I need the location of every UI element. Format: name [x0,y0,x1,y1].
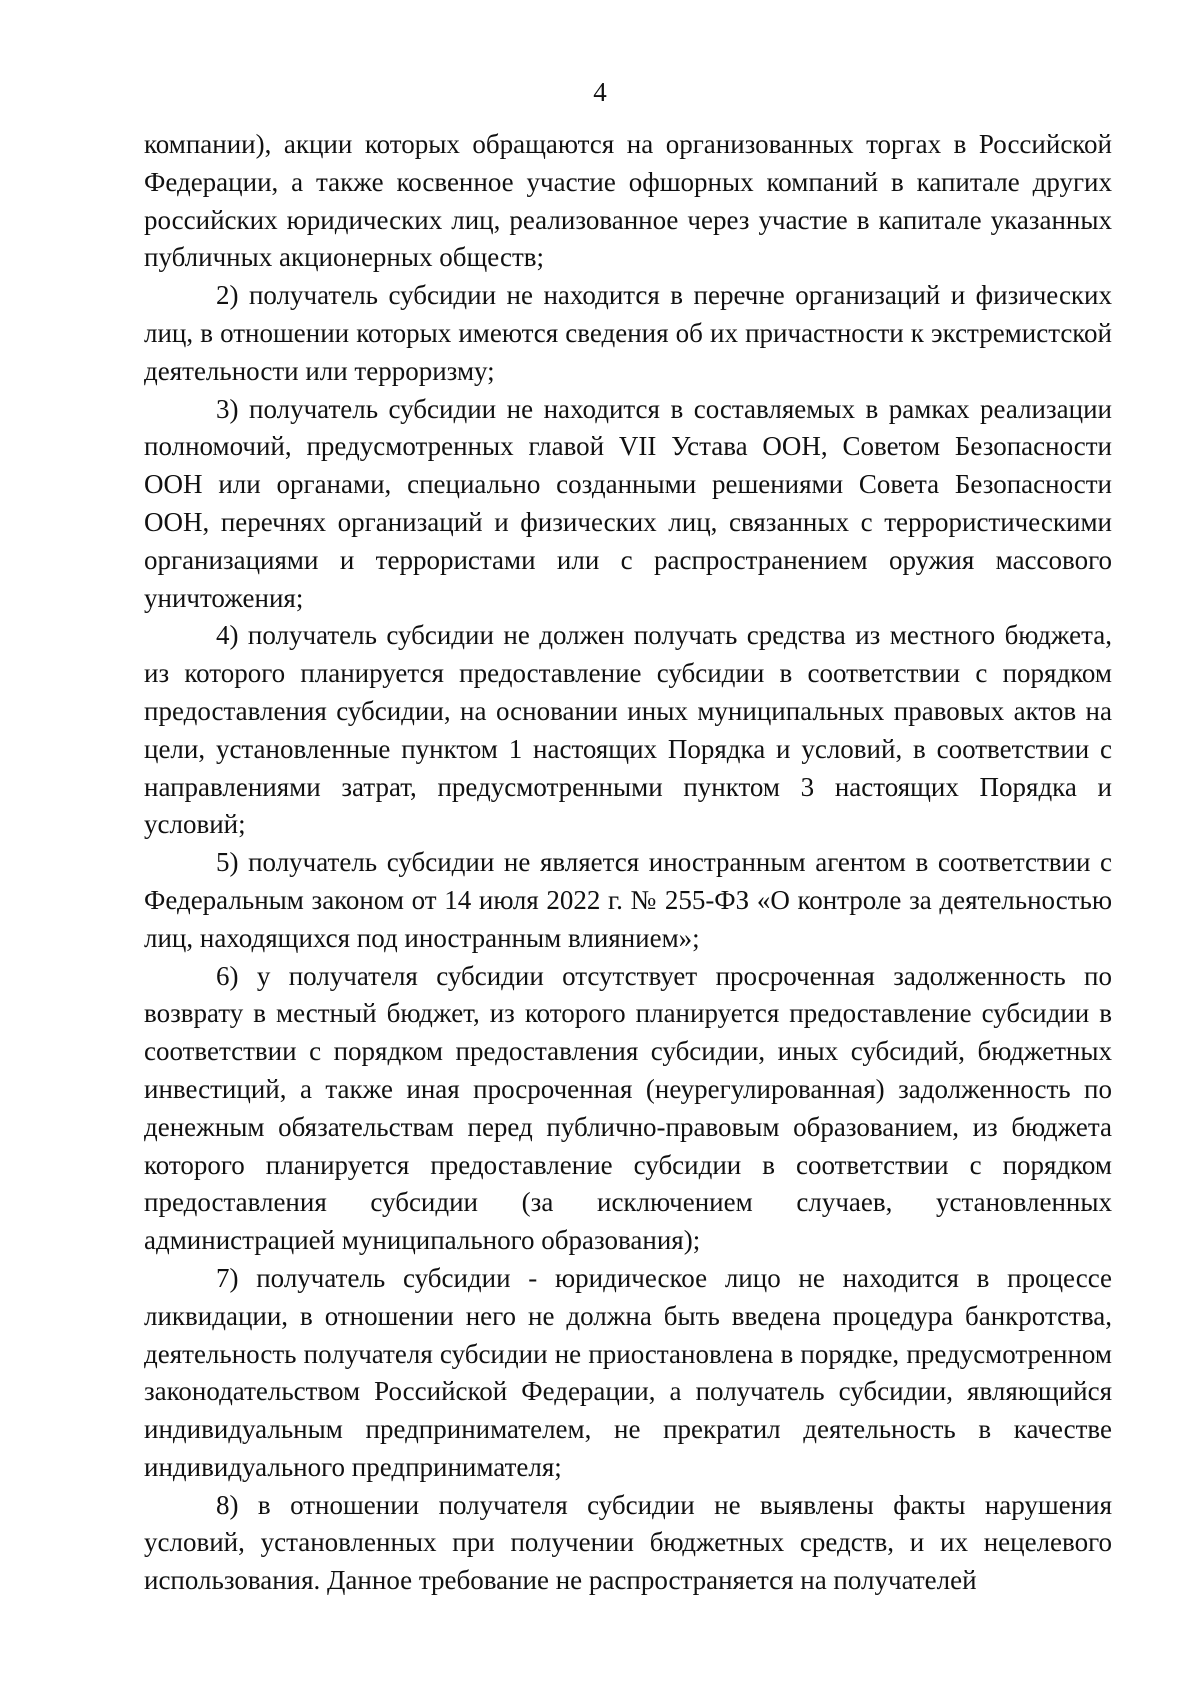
paragraph-continuation: компании), акции которых обращаются на организованных торгах в Российской Федерации, а также косвенное участие офшорных компаний в капитале других российских юридических лиц, реализованное через участие в капитале указанных публичных акционерных обществ; [144,129,1112,273]
paragraph-item-7: 7) получатель субсидии - юридическое лицо не находится в процессе ликвидации, в отношении него не должна быть введена процедура банкротства, деятельность получателя субсидии не приостановлена в порядке, предусмотренном законодательством Российской Федерации, а получатель субсидии, являющийся индивидуальным предпринимателем, не прекратил деятельность в качестве индивидуального предпринимателя; [144,1262,1112,1482]
paragraph-item-8: 8) в отношении получателя субсидии не выявлены факты нарушения условий, установленных при получении бюджетных средств, и их нецелевого использования. Данное требование не распространяется на получателей [144,1489,1112,1596]
paragraph-item-4: 4) получатель субсидии не должен получать средства из местного бюджета, из которого планируется предоставление субсидии в соответствии с порядком предоставления субсидии, на основании иных муниципальных правовых актов на цели, установленные пунктом 1 настоящих Порядка и условий, в соответствии с направлениями затрат, предусмотренными пунктом 3 настоящих Порядка и условий; [144,620,1112,840]
paragraph-item-6: 6) у получателя субсидии отсутствует просроченная задолженность по возврату в местный бюджет, из которого планируется предоставление субсидии в соответствии с порядком предоставления субсидии, иных субсидий, бюджетных инвестиций, а также иная просроченная (неурегулированная) задолженность по денежным обязательствам перед публично-правовым образованием, из бюджета которого планируется предоставление субсидии в соответствии с порядком предоставления субсидии (за исключением случаев, установленных администрацией муниципального образования); [144,960,1112,1256]
paragraph-item-3: 3) получатель субсидии не находится в составляемых в рамках реализации полномочий, предусмотренных главой VII Устава ООН, Советом Безопасности ООН или органами, специально созданными решениями Совета Безопасности ООН, перечнях организаций и физических лиц, связанных с террористическими организациями и террористами или с распространением оружия массового уничтожения; [144,393,1112,613]
page-number: 4 [593,77,607,107]
document-body [144,126,1112,1600]
paragraph-item-2: 2) получатель субсидии не находится в перечне организаций и физических лиц, в отношении которых имеются сведения об их причастности к экстремистской деятельности или терроризму; [144,280,1112,386]
paragraph-item-5: 5) получатель субсидии не является иностранным агентом в соответствии с Федеральным законом от 14 июля 2022 г. № 255-ФЗ «О контроле за деятельностью лиц, находящихся под иностранным влиянием»; [144,847,1112,953]
